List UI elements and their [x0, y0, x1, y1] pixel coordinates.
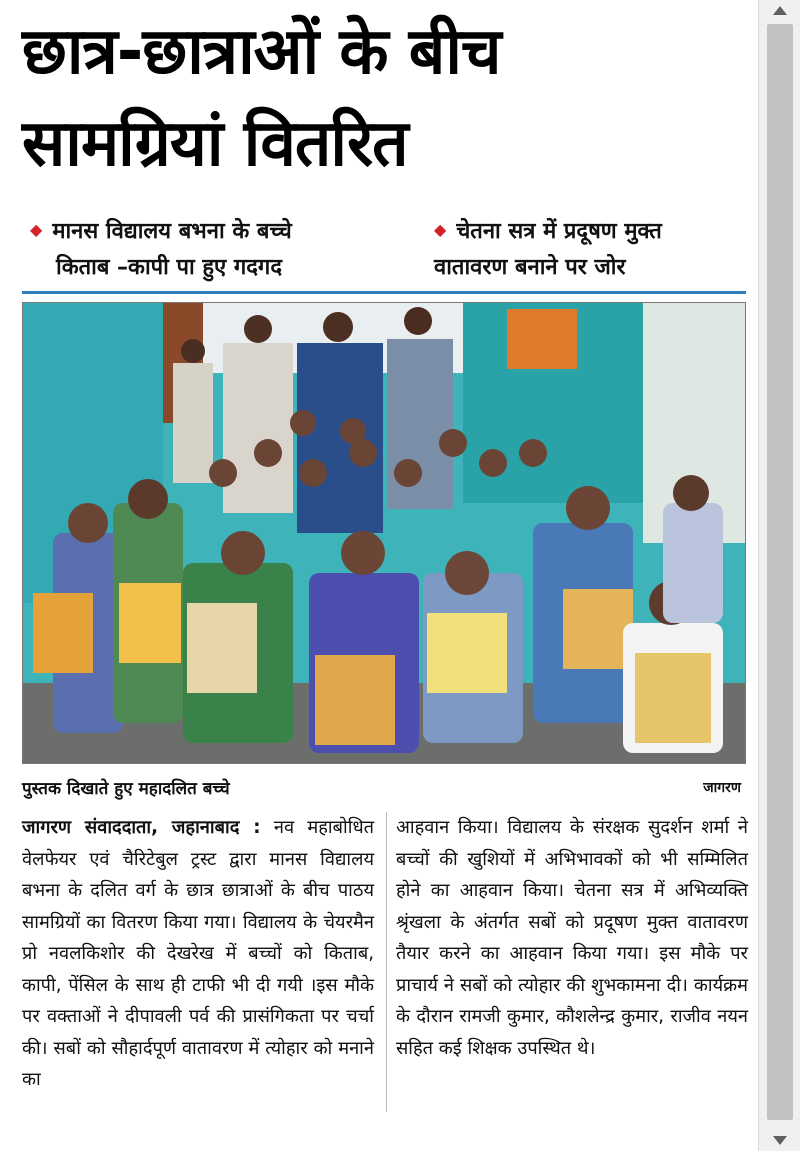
body-column-right — [396, 812, 748, 1064]
body-left-text: नव महाबोधित वेलफेयर एवं चैरिटेबुल ट्रस्ट द्वारा मानस विद्यालय बभना के दलित वर्ग के छात्र छात्राओं के बीच पाठय सामग्रियों का वितरण किया गया। विद्यालय के चेयरमैन प्रो नवलकिशोर की देखरेख में बच्चों को किताब, कापी, पेंसिल के साथ ही टाफी भी दी गयी ।इस मौके पर वक्ताओं ने दीपावली पर्व की प्रासंगिकता पर चर्चा की। सबों को सौहार्दपूर्ण वातावरण में त्योहार को मनाने का — [22, 817, 374, 1090]
subhead-left-line-2: किताब –कापी पा हुए गदगद — [56, 255, 282, 280]
triangle-down-icon[interactable] — [773, 1136, 787, 1145]
headline — [22, 6, 752, 190]
photo-caption-row — [22, 776, 747, 799]
subhead-right-line-1: चेतना सत्र में प्रदूषण मुक्त — [456, 219, 662, 244]
subhead-right — [434, 212, 754, 286]
column-divider — [386, 812, 387, 1112]
red-diamond-bullet-icon: ◆ — [30, 220, 43, 239]
headline-line-2: सामग्रियां वितरित — [22, 107, 408, 181]
scrollbar-thumb[interactable] — [767, 24, 793, 1120]
byline: जागरण संवाददाता, जहानाबाद : — [22, 817, 261, 838]
headline-line-1: छात्र-छात्राओं के बीच — [22, 15, 501, 89]
triangle-up-icon[interactable] — [773, 6, 787, 15]
subhead-left — [30, 212, 410, 286]
photo-credit: जागरण — [703, 780, 741, 796]
body-column-left — [22, 812, 374, 1096]
photo-caption: पुस्तक दिखाते हुए महादलित बच्चे — [22, 779, 230, 799]
subhead-right-line-2: वातावरण बनाने पर जोर — [434, 255, 626, 280]
red-diamond-bullet-icon: ◆ — [434, 220, 447, 239]
children-with-books-photo — [23, 303, 745, 763]
vertical-scrollbar[interactable] — [758, 0, 800, 1151]
body-right-text: आहवान किया। विद्यालय के संरक्षक सुदर्शन शर्मा ने बच्चों की खुशियों में अभिभावकों को भी सम्मिलित होने का आहवान किया। चेतना सत्र में अभिव्यक्ति श्रृंखला के अंतर्गत सबों को प्रदूषण मुक्त वातावरण तैयार करने का आहवान किया गया। इस मौके पर प्राचार्य ने सबों को त्योहार की शुभकामना दी। कार्यक्रम के दौरान रामजी कुमार, कौशलेन्द्र कुमार, राजीव नयन सहित कई शिक्षक उपस्थित थे। — [396, 817, 748, 1059]
section-rule — [22, 291, 746, 294]
article-photo — [22, 302, 746, 764]
subhead-left-line-1: मानस विद्यालय बभना के बच्चे — [52, 219, 292, 244]
